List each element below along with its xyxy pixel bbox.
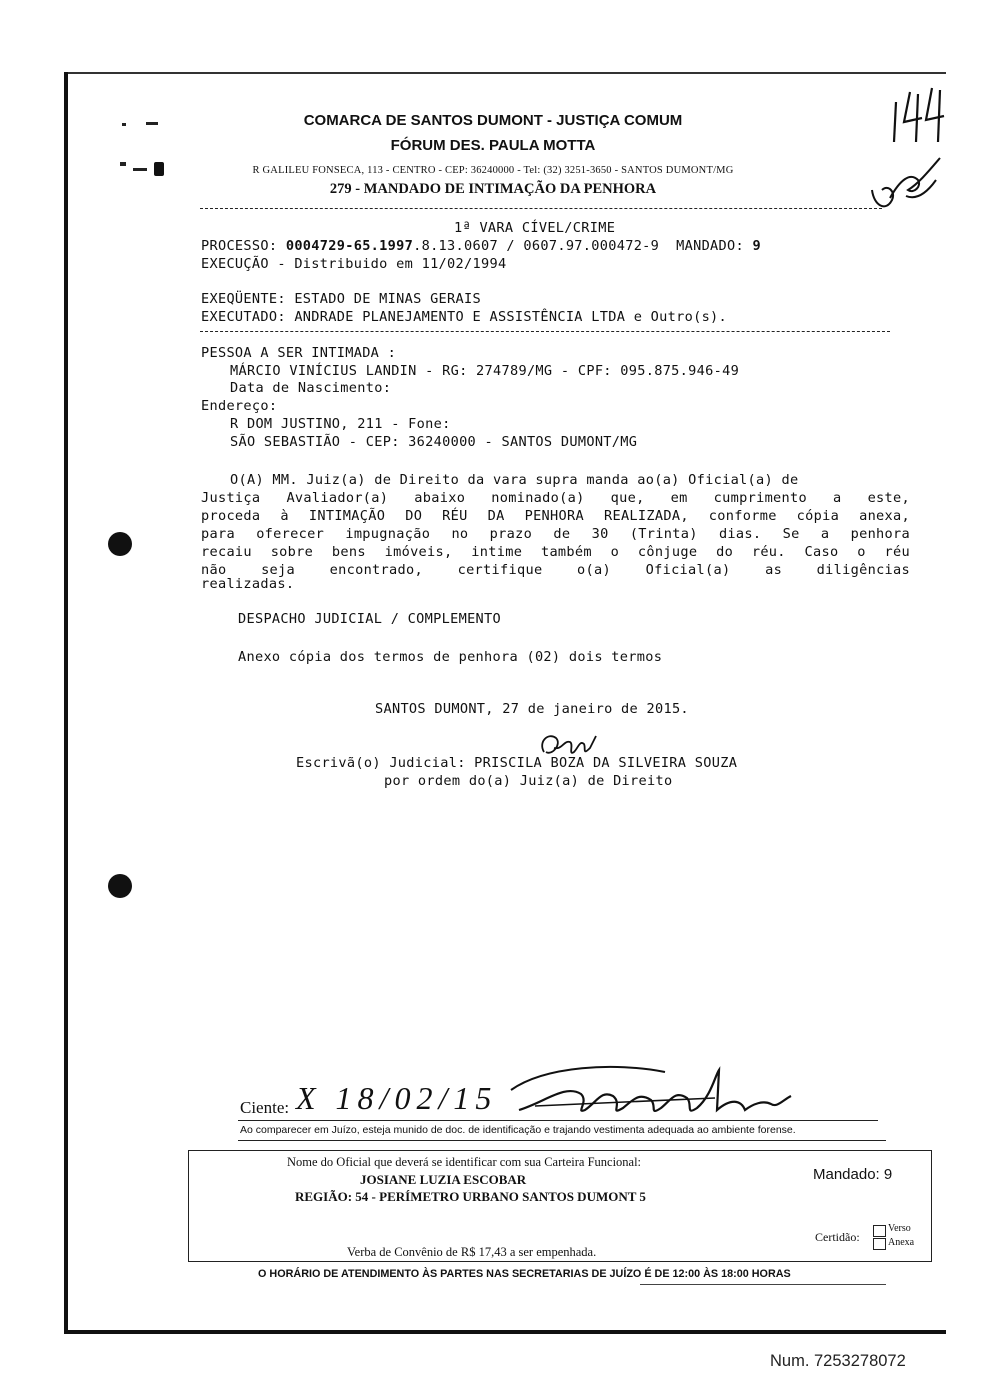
order-line: para oferecer impugnação no prazo de 30 (Trinta) dias. Se a penhora [201,526,910,542]
scan-frame-bottom [66,1330,946,1334]
order-line: recaiu sobre bens imóveis, intime também o cônjuge do réu. Caso o réu [201,544,910,560]
processo-line [201,237,761,255]
clerk-line: Escrivã(o) Judicial: PRISCILA BOZA DA SILVEIRA SOUZA [296,755,738,771]
person-name-line: MÁRCIO VINÍCIUS LANDIN - RG: 274789/MG - CPF: 095.875.946-49 [230,363,740,379]
footer-document-number: Num. 7253278072 [770,1352,906,1370]
date-line: SANTOS DUMONT, 27 de janeiro de 2015. [375,701,689,717]
binder-hole [108,532,132,556]
vara-label: 1ª VARA CÍVEL/CRIME [454,220,616,236]
order-by-line: por ordem do(a) Juiz(a) de Direito [384,773,673,789]
officer-name: JOSIANE LUZIA ESCOBAR [360,1172,527,1187]
order-line: não seja encontrado, certifique o(a) Oficial(a) as diligências [201,562,910,578]
processo-label: PROCESSO: [201,238,278,254]
order-line: proceda à INTIMAÇÃO DO RÉU DA PENHORA REALIZADA, conforme cópia anexa, [201,508,910,524]
mandado-label: MANDADO: [676,238,744,254]
processo-number-bold: 0004729-65.1997 [285,238,414,254]
dashed-separator [200,331,890,332]
person-birth-line: Data de Nascimento: [230,380,392,396]
exequente-line: EXEQÜENTE: ESTADO DE MINAS GERAIS [201,291,481,307]
certidao-label: Certidão: [815,1230,860,1244]
binder-hole [108,874,132,898]
verso-label: Verso [888,1223,911,1234]
scan-frame-top [66,72,946,74]
court-address: R GALILEU FONSECA, 113 - CENTRO - CEP: 36240000 - Tel: (32) 3251-3650 - SANTOS DUMONT/MG [252,165,734,176]
notice-underline [238,1140,886,1141]
hours-notice: O HORÁRIO DE ATENDIMENTO ÀS PARTES NAS SECRETARIAS DE JUÍZO É DE 12:00 ÀS 18:00 HORAS [258,1268,791,1280]
executado-line: EXECUTADO: ANDRADE PLANEJAMENTO E ASSISTÊNCIA LTDA e Outro(s). [201,309,728,325]
verba-line: Verba de Convênio de R$ 17,43 a ser empenhada. [347,1245,597,1259]
ciente-handwritten-date: X 18/02/15 [296,1080,498,1116]
ciente-signature [505,1060,795,1134]
forum-title: FÓRUM DES. PAULA MOTTA [390,137,596,154]
order-line: O(A) MM. Juiz(a) de Direito da vara supra manda ao(a) Oficial(a) de [230,472,799,488]
anexa-checkbox[interactable] [873,1238,886,1250]
officer-identify-line: Nome do Oficial que deverá se identificar com sua Carteira Funcional: [287,1155,642,1169]
verso-checkbox[interactable] [873,1225,886,1237]
handwritten-initials [866,150,946,224]
address-city: SÃO SEBASTIÃO - CEP: 36240000 - SANTOS DUMONT/MG [230,434,638,450]
order-line: Justiça Avaliador(a) abaixo nominado(a) que, em cumprimento a este, [201,490,910,506]
despacho-heading: DESPACHO JUDICIAL / COMPLEMENTO [238,611,502,627]
document-type: 279 - MANDADO DE INTIMAÇÃO DA PENHORA [329,181,657,197]
hours-underline [640,1284,886,1285]
ciente-notice: Ao comparecer em Juízo, esteja munido de doc. de identificação e trajando vestimenta adequada ao ambiente forense. [240,1124,796,1136]
anexa-label: Anexa [888,1237,915,1248]
officer-region: REGIÃO: 54 - PERÍMETRO URBANO SANTOS DUMONT 5 [295,1189,646,1204]
despacho-text: Anexo cópia dos termos de penhora (02) dois termos [238,649,663,665]
processo-number-rest: .8.13.0607 / 0607.97.000472-9 [413,238,660,254]
handwritten-page-number [888,80,948,154]
execucao-line: EXECUÇÃO - Distribuido em 11/02/1994 [201,256,507,272]
address-label: Endereço: [201,398,278,414]
address-street: R DOM JUSTINO, 211 - Fone: [230,416,451,432]
dashed-separator [200,208,882,209]
officer-mandado [813,1166,892,1183]
officer-mandado-label: Mandado: [813,1166,880,1183]
ciente-underline [238,1120,878,1121]
scan-frame-left [64,72,68,1334]
mandado-number: 9 [752,238,761,254]
court-title: COMARCA DE SANTOS DUMONT - JUSTIÇA COMUM [303,112,683,129]
order-line: realizadas. [201,576,295,592]
ciente-label: Ciente: [240,1098,290,1117]
officer-mandado-number: 9 [883,1166,893,1183]
person-heading: PESSOA A SER INTIMADA : [201,345,397,361]
